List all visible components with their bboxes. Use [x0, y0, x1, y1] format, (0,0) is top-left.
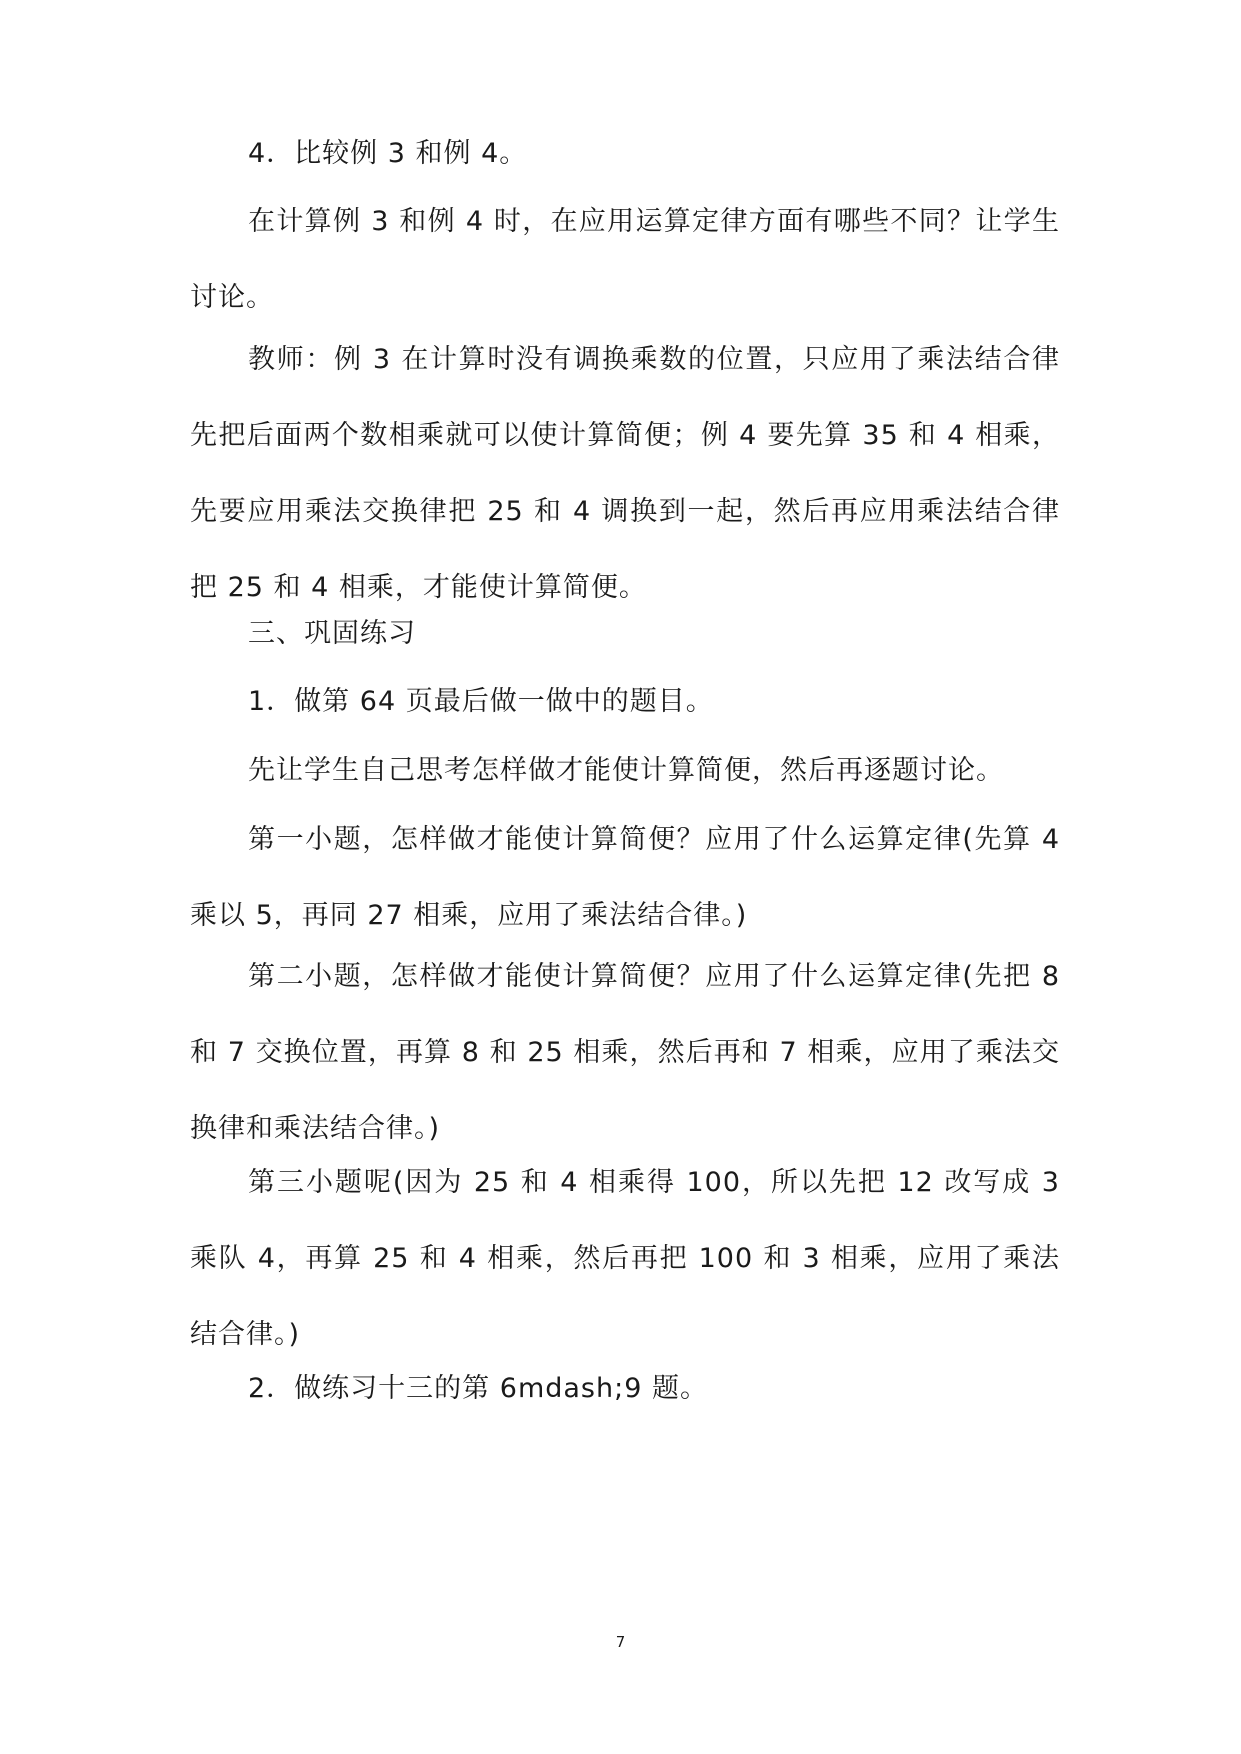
paragraph-question-2: 第二小题，怎样做才能使计算简便？应用了什么运算定律(先把 8 和 7 交换位置，再算 8 和 25 相乘，然后再和 7 相乘，应用了乘法交换律和乘法结合律。): [190, 961, 1060, 1144]
paragraph-exercise-1: 1．做第 64 页最后做一做中的题目。: [248, 686, 714, 717]
paragraph-question-3: 第三小题呢(因为 25 和 4 相乘得 100，所以先把 12 改写成 3 乘队 4，再算 25 和 4 相乘，然后再把 100 和 3 相乘，应用了乘法结合律。): [190, 1167, 1060, 1350]
paragraph-compare-examples: 4．比较例 3 和例 4。: [248, 138, 528, 169]
paragraph-student-thinking: 先让学生自己思考怎样做才能使计算简便，然后再逐题讨论。: [248, 755, 1004, 786]
paragraph-question-1: 第一小题，怎样做才能使计算简便？应用了什么运算定律(先算 4 乘以 5，再同 27 相乘，应用了乘法结合律。): [190, 824, 1060, 931]
paragraph-teacher-explanation: 教师：例 3 在计算时没有调换乘数的位置，只应用了乘法结合律先把后面两个数相乘就可以使计算简便；例 4 要先算 35 和 4 相乘，先要应用乘法交换律把 25 和 4 调换到一起，然后再应用乘法结合律把 25 和 4 相乘，才能使计算简便。: [190, 344, 1060, 603]
paragraph-exercise-2: 2．做练习十三的第 6mdash;9 题。: [248, 1373, 708, 1404]
page-number: 7: [615, 1633, 626, 1651]
paragraph-discussion-question: 在计算例 3 和例 4 时，在应用运算定律方面有哪些不同？让学生讨论。: [190, 206, 1060, 313]
section-heading-practice: 三、巩固练习: [248, 618, 416, 649]
